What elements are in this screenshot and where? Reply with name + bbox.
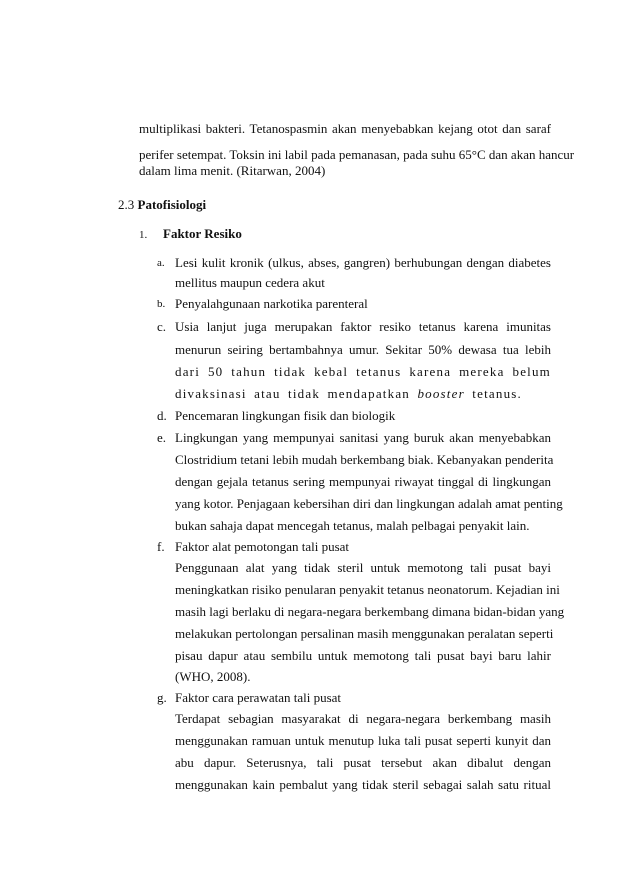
list-item-line: bukan sahaja dapat mencegah tetanus, malah pelbagai penyakit lain. [175,518,530,533]
subsection-number: 1. [139,229,148,241]
list-marker: g. [157,690,167,705]
list-item-line: Pencemaran lingkungan fisik dan biologik [175,408,396,423]
list-item-line: dengan gejala tetanus sering mempunyai riwayat tinggal di lingkungan [175,474,551,489]
list-item-line: Usia lanjut juga merupakan faktor resiko tetanus karena imunitas [175,319,551,334]
list-item-line: melakukan pertolongan persalinan masih menggunakan peralatan seperti [175,626,554,641]
paragraph-line: perifer setempat. Toksin ini labil pada pemanasan, pada suhu 65°C dan akan hancur [139,147,575,162]
paragraph-line: dalam lima menit. (Ritarwan, 2004) [139,163,326,178]
emphasis-text: booster [417,386,465,401]
list-marker: d. [157,408,167,423]
list-item-line: (WHO, 2008). [175,669,251,684]
list-item-line: pisau dapur atau sembilu untuk memotong tali pusat bayi baru lahir [175,648,551,663]
list-item-line: meningkatkan risiko penularan penyakit tetanus neonatorum. Kejadian ini [175,582,560,597]
list-marker: a. [157,257,165,269]
subsection-title: Faktor Resiko [163,226,242,241]
list-item-line: mellitus maupun cedera akut [175,275,325,290]
subsection-heading [139,226,242,243]
list-item-line: menurun seiring bertambahnya umur. Sekitar 50% dewasa tua lebih [175,342,551,357]
list-item-line: menggunakan ramuan untuk menutup luka tali pusat seperti kunyit dan [175,733,551,748]
section-heading [118,197,206,213]
list-item-line: Penggunaan alat yang tidak steril untuk memotong tali pusat bayi [175,560,551,575]
list-item-line: abu dapur. Seterusnya, tali pusat tersebut akan dibalut dengan [175,755,551,770]
list-marker: f. [157,539,165,554]
list-item-text: tetanus. [464,386,522,401]
list-item-line: Lesi kulit kronik (ulkus, abses, gangren) berhubungan dengan diabetes [175,255,551,270]
list-item-text: divaksinasi atau tidak mendapatkan [175,386,418,401]
list-marker: b. [157,298,166,310]
list-item-line: Penyalahgunaan narkotika parenteral [175,296,368,311]
list-item-line: Clostridium tetani lebih mudah berkembang biak. Kebanyakan penderita [175,452,554,467]
list-item-line: Faktor alat pemotongan tali pusat [175,539,350,554]
list-item-line [175,386,551,402]
section-number: 2.3 [118,197,135,212]
list-item-line: Lingkungan yang mempunyai sanitasi yang buruk akan menyebabkan [175,430,551,445]
section-title: Patofisiologi [137,197,207,212]
list-marker: e. [157,430,167,445]
list-marker: c. [157,319,167,334]
list-item-line: masih lagi berlaku di negara-negara berkembang dimana bidan-bidan yang [175,604,565,619]
list-item-line: Faktor cara perawatan tali pusat [175,690,342,705]
list-item-line: dari 50 tahun tidak kebal tetanus karena mereka belum [175,364,551,379]
paragraph-line: multiplikasi bakteri. Tetanospasmin akan menyebabkan kejang otot dan saraf [139,121,551,136]
list-item-line: Terdapat sebagian masyarakat di negara-negara berkembang masih [175,711,551,726]
list-item-line: menggunakan kain pembalut yang tidak steril sebagai salah satu ritual [175,777,551,792]
list-item-line: yang kotor. Penjagaan kebersihan diri dan lingkungan adalah amat penting [175,496,563,511]
